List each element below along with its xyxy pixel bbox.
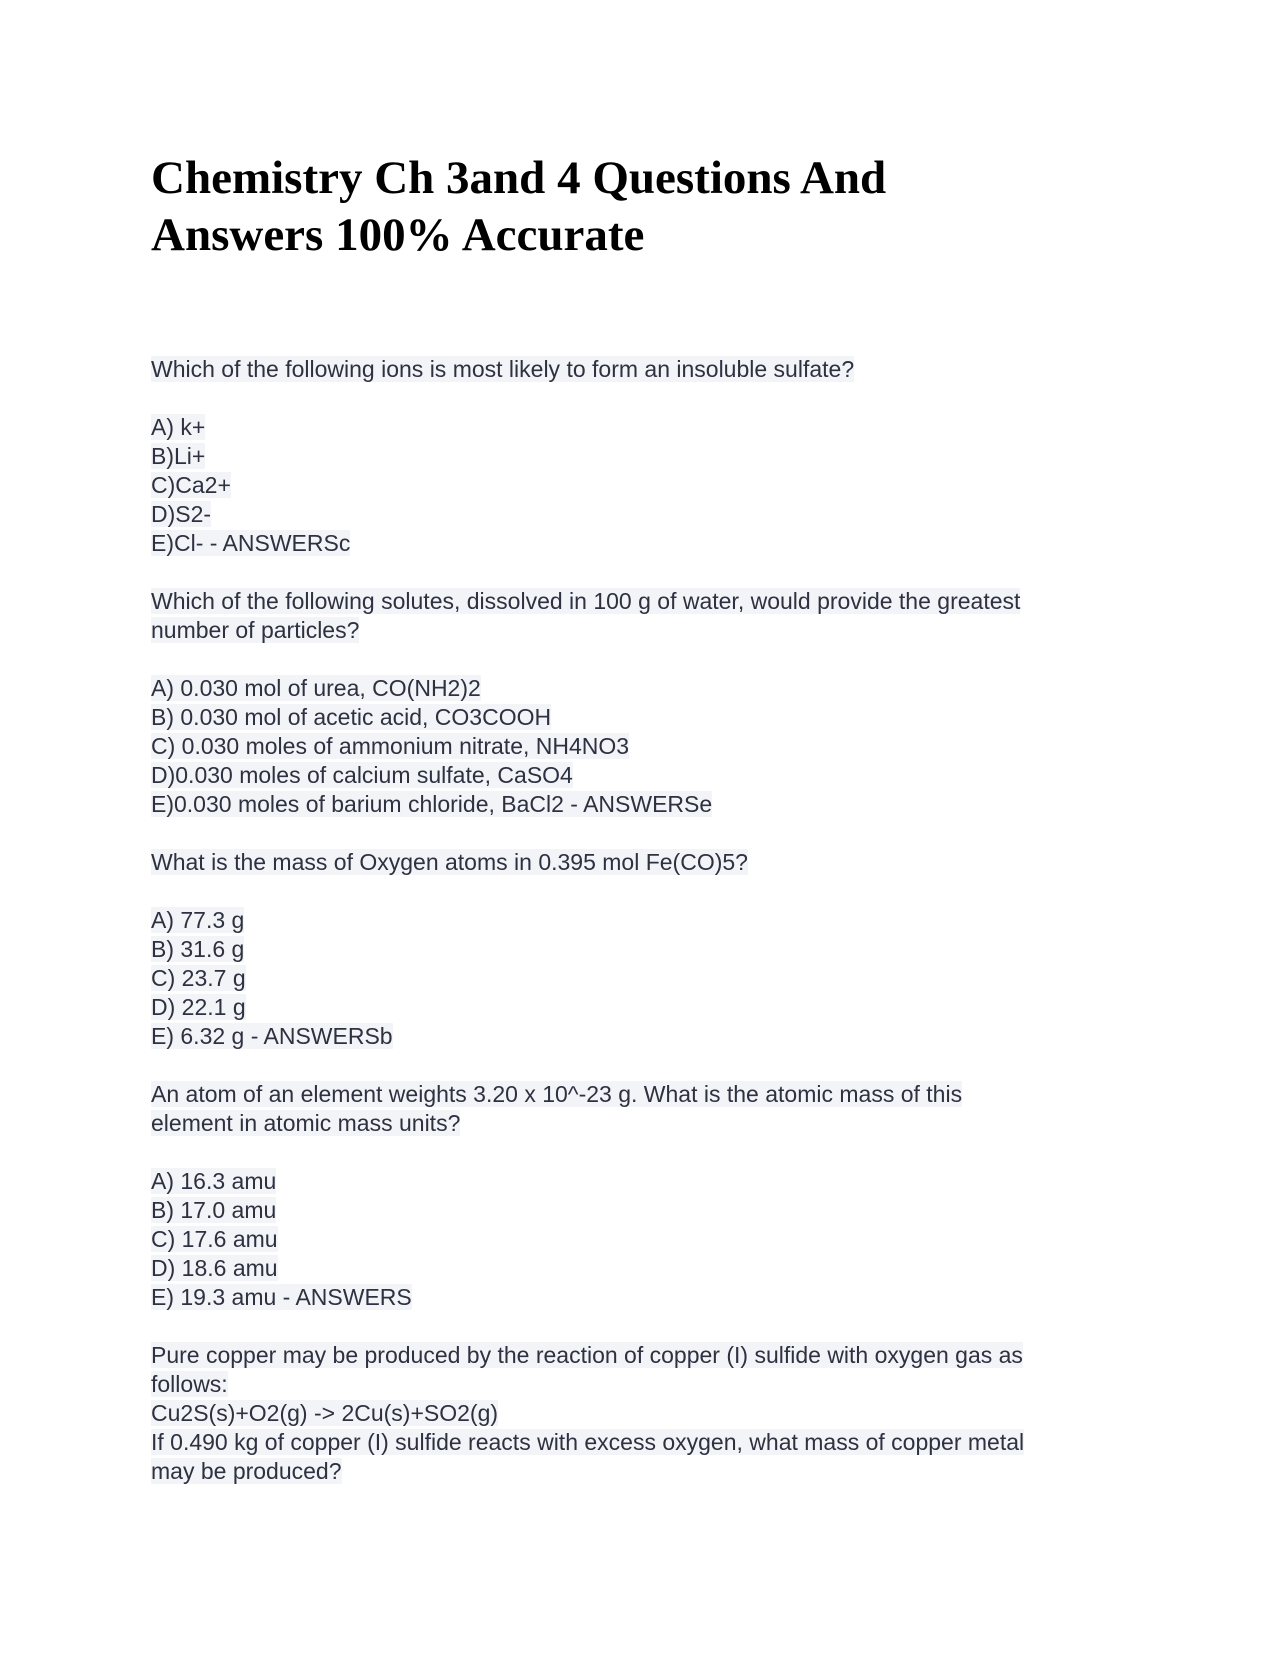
prompt-line: Which of the following solutes, dissolved in 100 g of water, would provide the greatest	[151, 588, 1021, 614]
answer-option: E) 6.32 g - ANSWERSb	[151, 1023, 393, 1049]
answer-options	[151, 906, 1131, 1051]
answer-options	[151, 1167, 1131, 1312]
prompt-line: An atom of an element weights 3.20 x 10^-23 g. What is the atomic mass of this	[151, 1081, 963, 1107]
answer-option: E)0.030 moles of barium chloride, BaCl2 - ANSWERSe	[151, 791, 713, 817]
answer-option: C) 23.7 g	[151, 965, 246, 991]
answer-option: A) 77.3 g	[151, 907, 245, 933]
answer-option: B) 0.030 mol of acetic acid, CO3COOH	[151, 704, 552, 730]
answer-option: B) 31.6 g	[151, 936, 245, 962]
answer-option: B) 17.0 amu	[151, 1197, 277, 1223]
document-title	[151, 150, 1131, 264]
prompt-line: follows:	[151, 1371, 228, 1397]
document-page	[151, 150, 1131, 1515]
prompt-line: Cu2S(s)+O2(g) -> 2Cu(s)+SO2(g)	[151, 1400, 499, 1426]
answer-options	[151, 674, 1131, 819]
title-line-1: Chemistry Ch 3and 4 Questions And	[151, 152, 887, 204]
question-list	[151, 355, 1131, 1486]
answer-option: E) 19.3 amu - ANSWERS	[151, 1284, 412, 1310]
answer-option: E)Cl- - ANSWERSc	[151, 530, 351, 556]
question-block	[151, 355, 1131, 558]
answer-option: A) 0.030 mol of urea, CO(NH2)2	[151, 675, 481, 701]
answer-option: C)Ca2+	[151, 472, 231, 498]
prompt-line: What is the mass of Oxygen atoms in 0.395 mol Fe(CO)5?	[151, 849, 748, 875]
question-block	[151, 587, 1131, 819]
question-prompt	[151, 1341, 1131, 1486]
question-prompt	[151, 848, 1131, 877]
question-prompt	[151, 355, 1131, 384]
prompt-line: number of particles?	[151, 617, 360, 643]
answer-option: C) 17.6 amu	[151, 1226, 278, 1252]
answer-option: B)Li+	[151, 443, 206, 469]
answer-option: D) 22.1 g	[151, 994, 246, 1020]
answer-option: C) 0.030 moles of ammonium nitrate, NH4NO3	[151, 733, 630, 759]
answer-option: A) k+	[151, 414, 206, 440]
question-block	[151, 1341, 1131, 1486]
question-block	[151, 1080, 1131, 1312]
answer-option: D)S2-	[151, 501, 212, 527]
prompt-line: may be produced?	[151, 1458, 342, 1484]
question-prompt	[151, 1080, 1131, 1138]
prompt-line: Pure copper may be produced by the reaction of copper (I) sulfide with oxygen gas as	[151, 1342, 1023, 1368]
question-block	[151, 848, 1131, 1051]
answer-option: D)0.030 moles of calcium sulfate, CaSO4	[151, 762, 573, 788]
answer-options	[151, 413, 1131, 558]
prompt-line: element in atomic mass units?	[151, 1110, 461, 1136]
title-line-2: Answers 100% Accurate	[151, 209, 645, 261]
answer-option: D) 18.6 amu	[151, 1255, 278, 1281]
prompt-line: Which of the following ions is most likely to form an insoluble sulfate?	[151, 356, 855, 382]
prompt-line: If 0.490 kg of copper (I) sulfide reacts with excess oxygen, what mass of copper metal	[151, 1429, 1025, 1455]
question-prompt	[151, 587, 1131, 645]
answer-option: A) 16.3 amu	[151, 1168, 277, 1194]
